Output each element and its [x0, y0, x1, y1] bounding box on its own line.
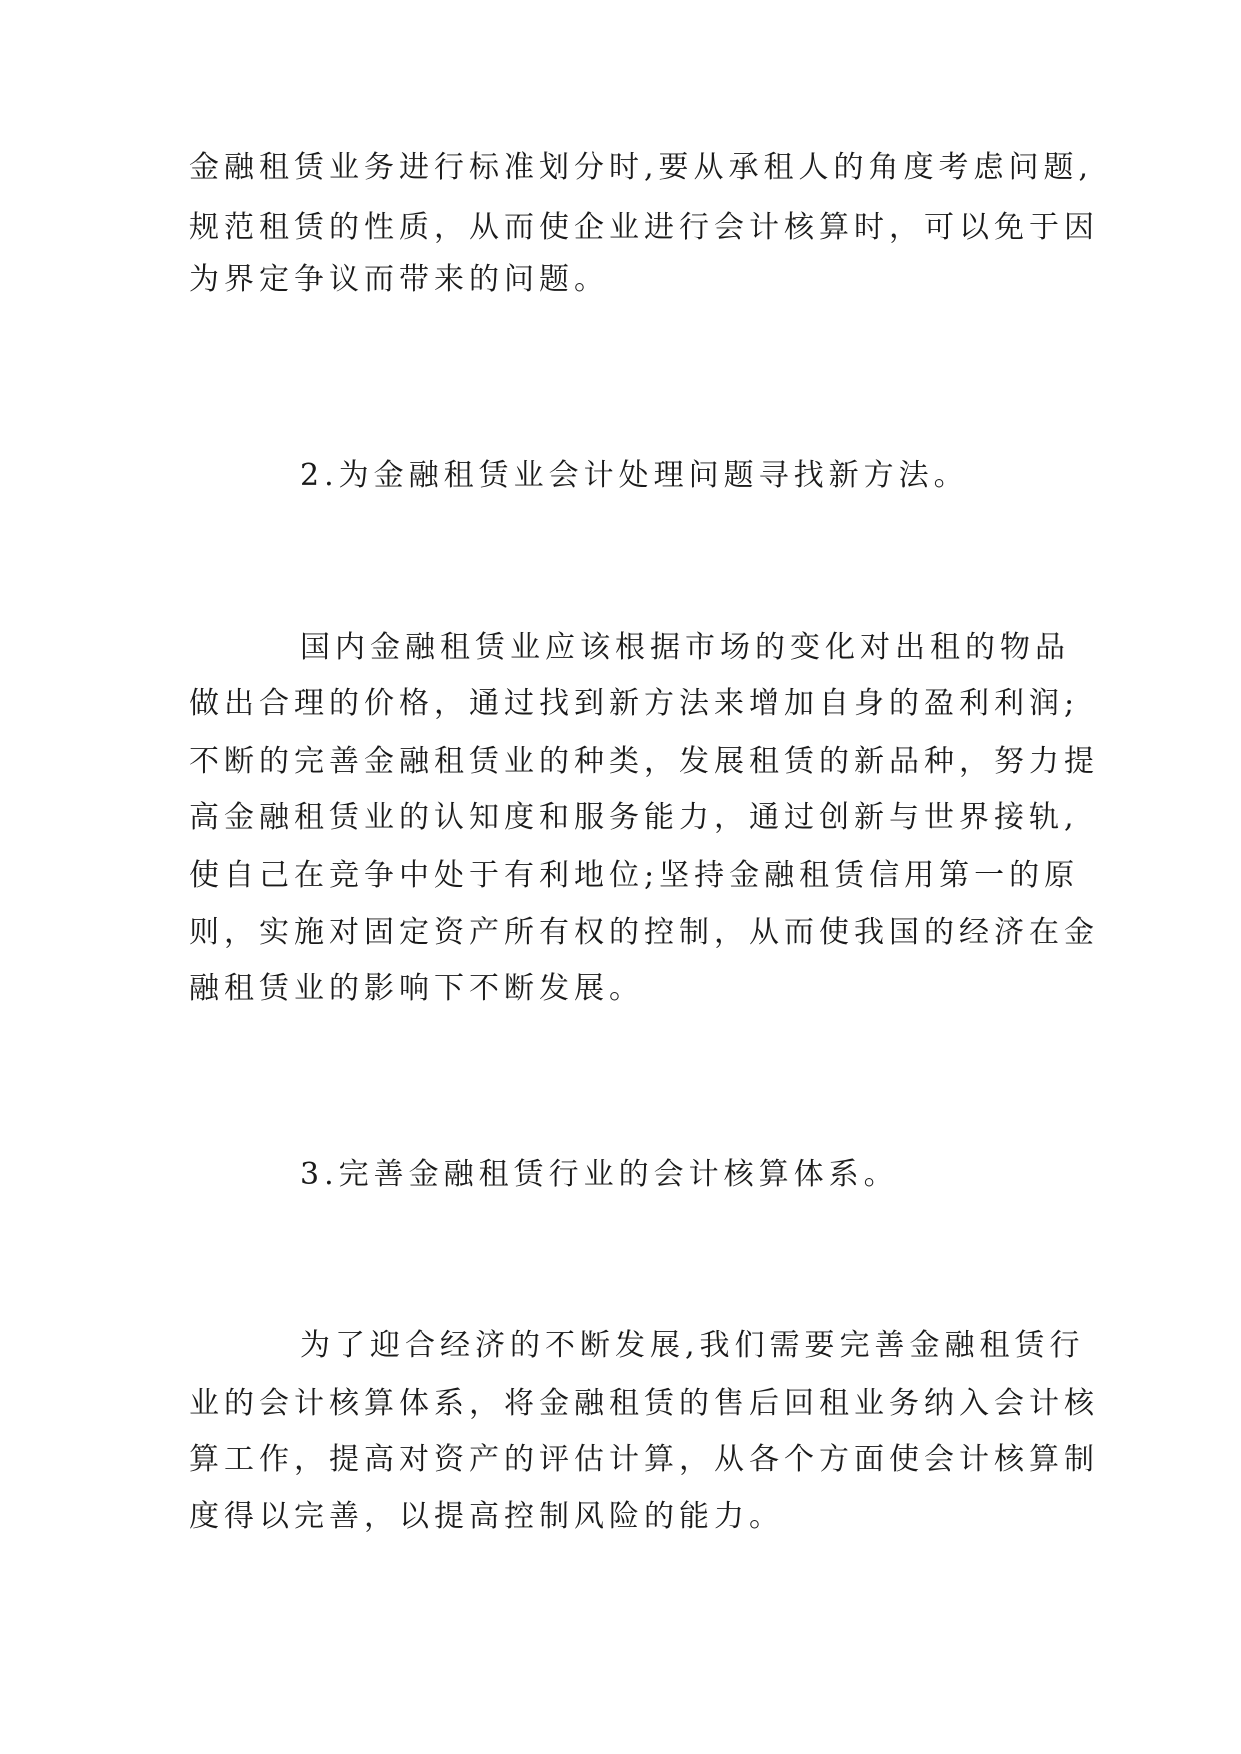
paragraph-1-line-2: 规范租赁的性质，从而使企业进行会计核算时，可以免于因 [189, 210, 1099, 245]
paragraph-3-line-4: 度得以完善，以提高控制风险的能力。 [189, 1499, 784, 1534]
paragraph-3-line-1: 为了迎合经济的不断发展,我们需要完善金融租赁行 [300, 1328, 1085, 1363]
paragraph-3-line-2: 业的会计核算体系，将金融租赁的售后回租业务纳入会计核 [189, 1386, 1099, 1421]
paragraph-2-line-4: 高金融租赁业的认知度和服务能力，通过创新与世界接轨, [189, 800, 1079, 835]
paragraph-1-line-3: 为界定争议而带来的问题。 [189, 262, 609, 297]
paragraph-2-line-3: 不断的完善金融租赁业的种类，发展租赁的新品种，努力提 [189, 744, 1099, 779]
paragraph-3-line-3: 算工作，提高对资产的评估计算，从各个方面使会计核算制 [189, 1442, 1099, 1477]
paragraph-2-line-2: 做出合理的价格，通过找到新方法来增加自身的盈利利润; [189, 686, 1080, 721]
section-heading-3: 3.完善金融租赁行业的会计核算体系。 [300, 1157, 899, 1192]
paragraph-2-line-6: 则，实施对固定资产所有权的控制，从而使我国的经济在金 [189, 915, 1099, 950]
paragraph-2-line-5: 使自己在竞争中处于有利地位;坚持金融租赁信用第一的原 [189, 858, 1080, 893]
paragraph-1-line-1: 金融租赁业务进行标准划分时,要从承租人的角度考虑问题, [189, 150, 1094, 185]
paragraph-2-line-7: 融租赁业的影响下不断发展。 [189, 971, 644, 1006]
paragraph-2-line-1: 国内金融租赁业应该根据市场的变化对出租的物品 [300, 630, 1070, 665]
section-heading-2: 2.为金融租赁业会计处理问题寻找新方法。 [300, 458, 969, 493]
